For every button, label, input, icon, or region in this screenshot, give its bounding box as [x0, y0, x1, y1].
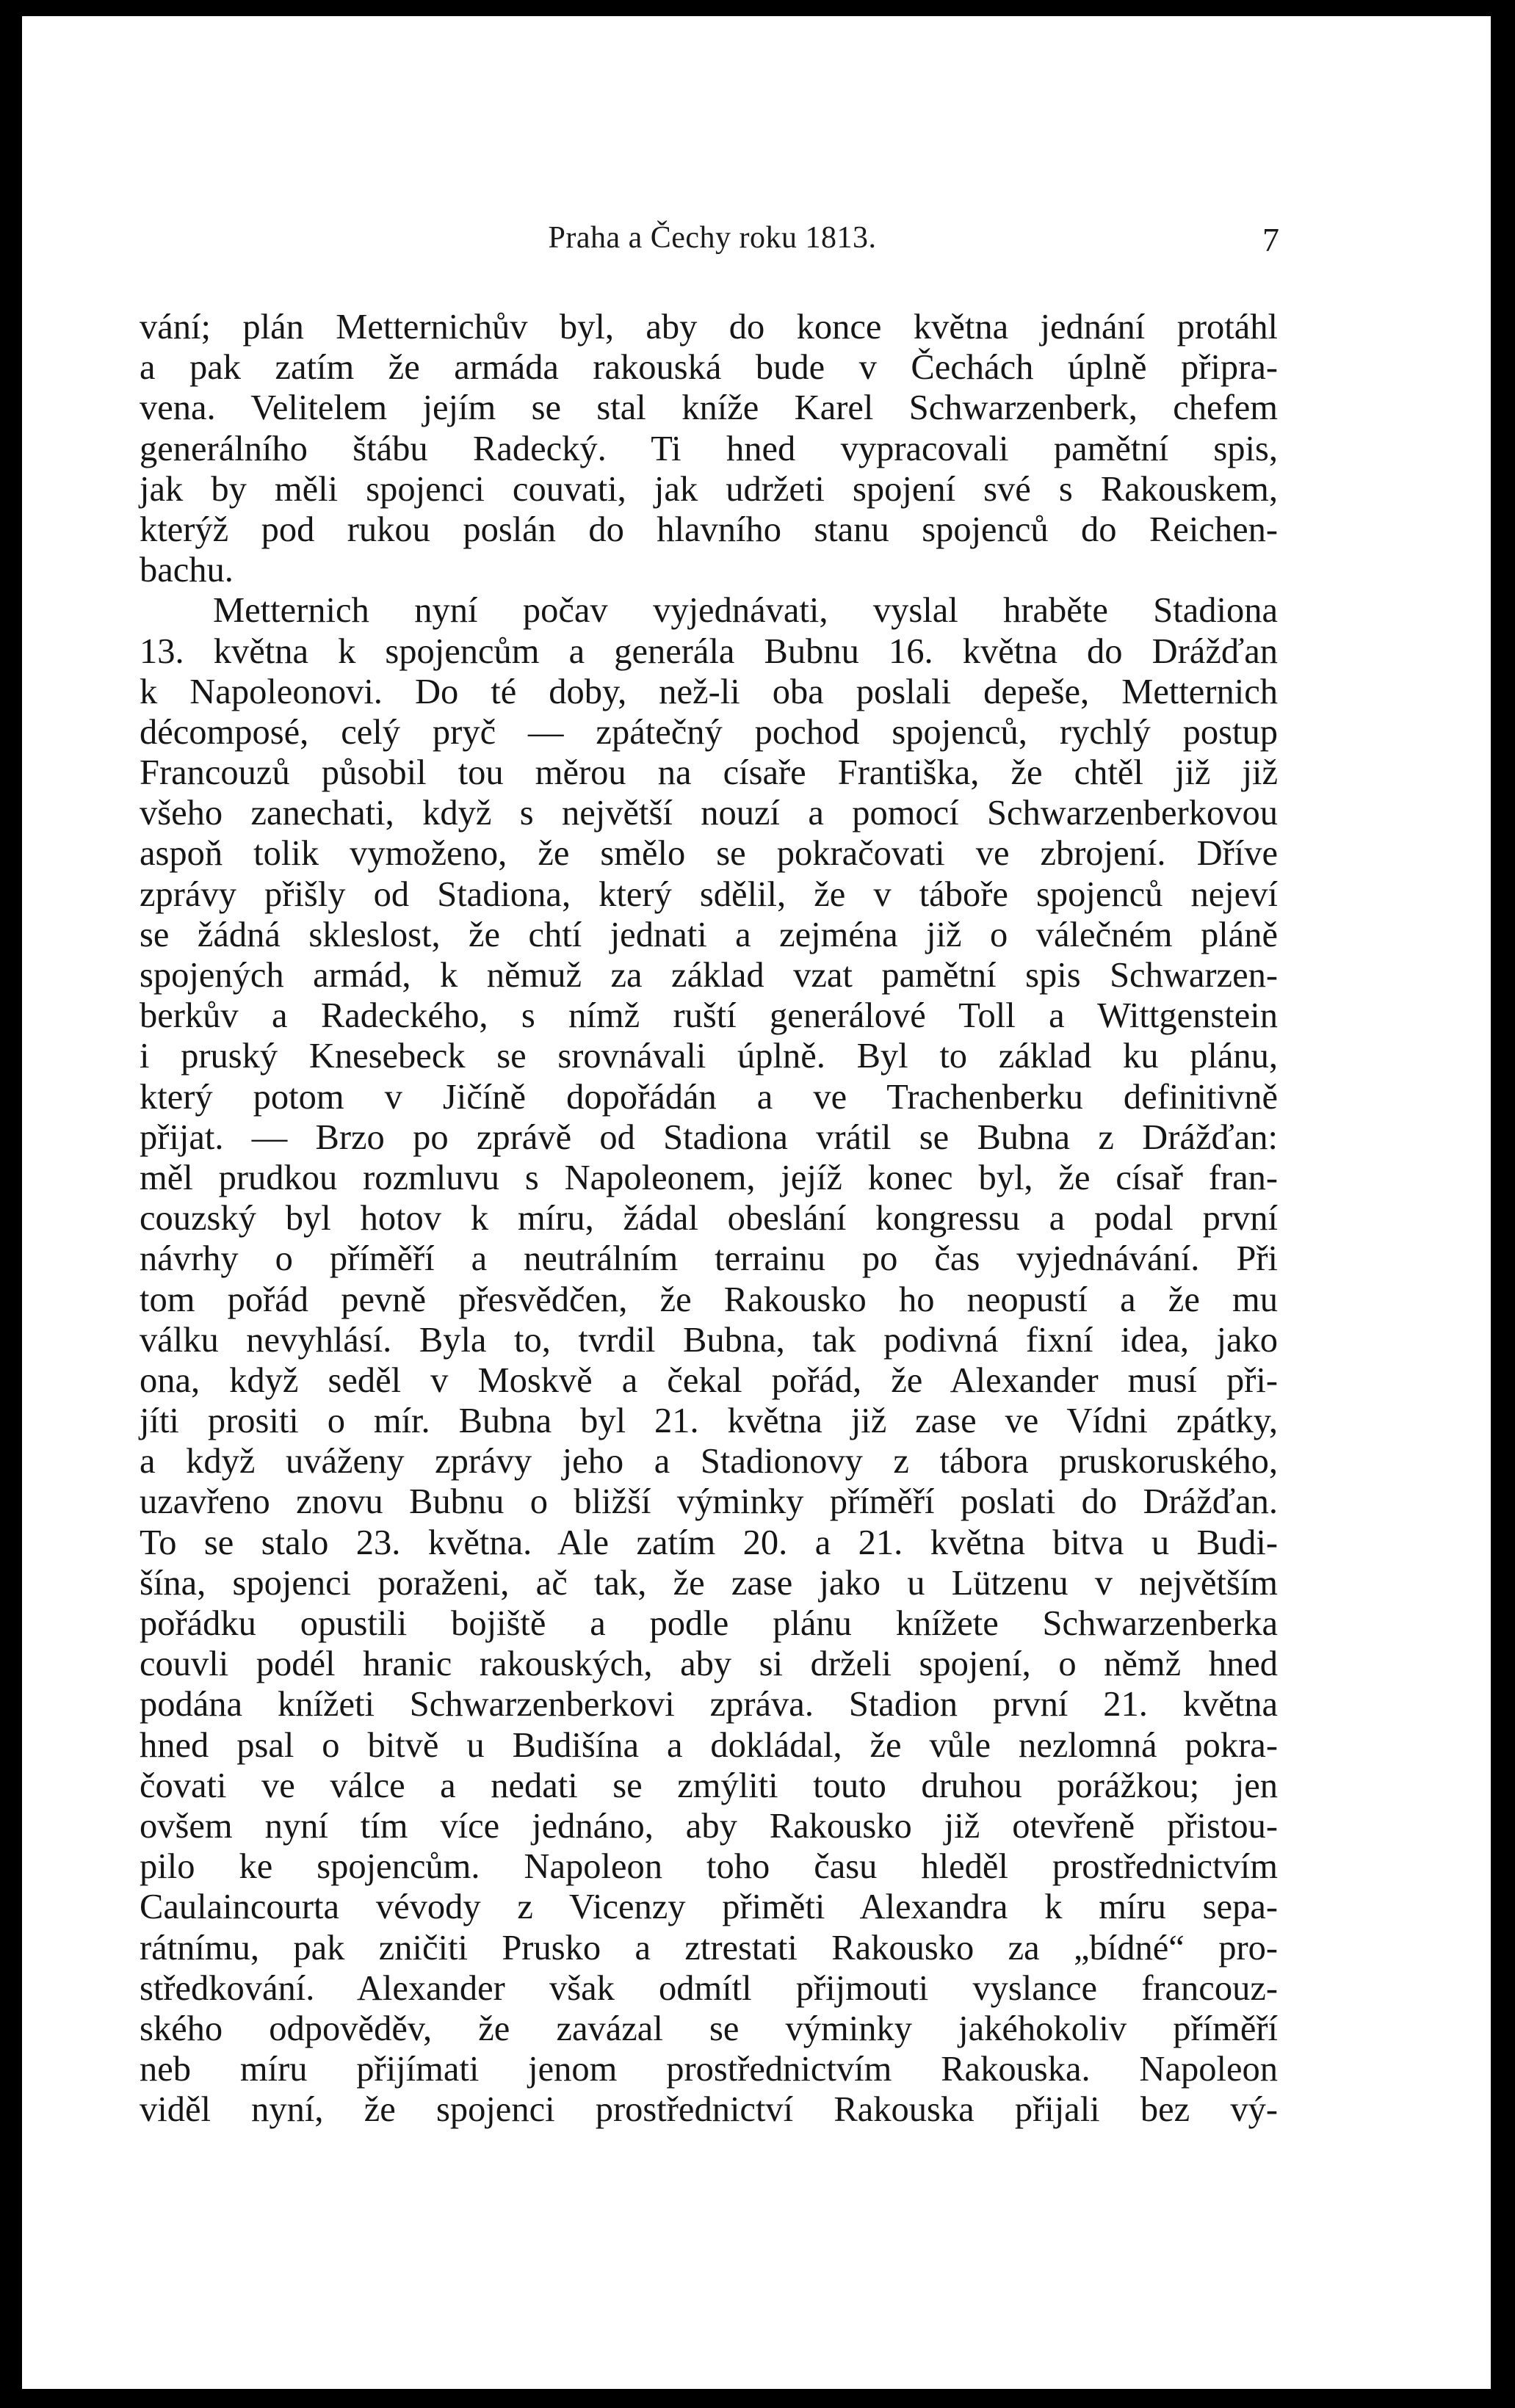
text-line: aspoň tolik vymoženo, že smělo se pokračovati ve zbrojení. Dříve [140, 834, 1278, 874]
text-line: vena. Velitelem jejím se stal kníže Karel Schwarzenberk, chefem [140, 388, 1278, 428]
text-line: ovšem nyní tím více jednáno, aby Rakousko již otevřeně přistou- [140, 1806, 1278, 1846]
text-line: berkův a Radeckého, s nímž ruští generálové Toll a Wittgenstein [140, 996, 1278, 1036]
text-line: rátnímu, pak zničiti Prusko a ztrestati Rakousko za „bídné“ pro- [140, 1928, 1278, 1968]
text-line: válku nevyhlásí. Byla to, tvrdil Bubna, tak podivná fixní idea, jako [140, 1320, 1278, 1360]
text-line: hned psal o bitvě u Budišína a dokládal, že vůle nezlomná pokra- [140, 1725, 1278, 1765]
text-line: se žádná skleslost, že chtí jednati a zejména již o válečném pláně [140, 915, 1278, 954]
text-line: viděl nyní, že spojenci prostřednictví Rakouska přijali bez vý- [140, 2090, 1278, 2130]
text-line: čovati ve válce a nedati se zmýliti touto druhou porážkou; jen [140, 1766, 1278, 1805]
text-line: ského odpověděv, že zavázal se výminky jakéhokoliv příměří [140, 2009, 1278, 2048]
page-header [145, 220, 1279, 272]
text-line: vání; plán Metternichův byl, aby do konce května jednání protáhl [140, 308, 1278, 347]
text-line: šína, spojenci poraženi, ač tak, že zase jako u Lützenu v největším [140, 1563, 1278, 1603]
text-line: který potom v Jičíně dopořádán a ve Trachenberku definitivně [140, 1077, 1278, 1117]
text-line: ona, když seděl v Moskvě a čekal pořád, že Alexander musí při- [140, 1360, 1278, 1400]
text-line: Metternich nyní počav vyjednávati, vyslal hraběte Stadiona [213, 591, 1278, 631]
text-line: uzavřeno znovu Bubnu o bližší výminky příměří poslati do Drážďan. [140, 1482, 1278, 1522]
book-page [22, 16, 1491, 2389]
text-line: spojených armád, k němuž za základ vzat pamětní spis Schwarzen- [140, 956, 1278, 995]
text-line: i pruský Knesebeck se srovnávali úplně. Byl to základ ku plánu, [140, 1037, 1278, 1076]
text-line: jak by měli spojenci couvati, jak udržeti spojení své s Rakouskem, [140, 469, 1278, 509]
running-title: Praha a Čechy roku 1813. [548, 221, 877, 255]
text-line: generálního štábu Radecký. Ti hned vypracovali pamětní spis, [140, 429, 1278, 468]
text-line: návrhy o příměří a neutrálním terrainu po čas vyjednávání. Při [140, 1239, 1278, 1279]
text-line: a pak zatím že armáda rakouská bude v Čechách úplně připra- [140, 348, 1278, 388]
text-line: pořádku opustili bojiště a podle plánu knížete Schwarzenberka [140, 1604, 1278, 1643]
text-line: Caulaincourta vévody z Vicenzy přiměti Alexandra k míru sepa- [140, 1887, 1278, 1927]
text-line: přijat. — Brzo po zprávě od Stadiona vrátil se Bubna z Drážďan: [140, 1117, 1278, 1157]
text-line: couzský byl hotov k míru, žádal obeslání kongressu a podal první [140, 1199, 1278, 1239]
body-text [140, 307, 1278, 2130]
text-line: zprávy přišly od Stadiona, který sdělil, že v táboře spojenců nejeví [140, 874, 1278, 914]
text-line: bachu. [140, 551, 234, 590]
text-line: couvli podél hranic rakouských, aby si drželi spojení, o němž hned [140, 1644, 1278, 1684]
text-line: To se stalo 23. května. Ale zatím 20. a 21. května bitva u Budi- [140, 1523, 1278, 1562]
text-line: tom pořád pevně přesvědčen, že Rakousko ho neopustí a že mu [140, 1280, 1278, 1319]
text-line: středkování. Alexander však odmítl přijmouti vyslance francouz- [140, 1968, 1278, 2008]
text-line: měl prudkou rozmluvu s Napoleonem, jejíž konec byl, že císař fran- [140, 1158, 1278, 1197]
text-line: všeho zanechati, když s největší nouzí a pomocí Schwarzenberkovou [140, 794, 1278, 833]
text-line: décomposé, celý pryč — zpátečný pochod spojenců, rychlý postup [140, 712, 1278, 752]
text-line: neb míru přijímati jenom prostřednictvím Rakouska. Napoleon [140, 2050, 1278, 2089]
text-line: Francouzů působil tou měrou na císaře Františka, že chtěl již již [140, 753, 1278, 793]
text-line: kterýž pod rukou poslán do hlavního stanu spojenců do Reichen- [140, 509, 1278, 549]
text-line: podána knížeti Schwarzenberkovi zpráva. Stadion první 21. května [140, 1685, 1278, 1725]
page-number: 7 [1262, 221, 1279, 258]
text-line: pilo ke spojencům. Napoleon toho času hleděl prostřednictvím [140, 1847, 1278, 1887]
text-line: a když uváženy zprávy jeho a Stadionovy z tábora pruskoruského, [140, 1442, 1278, 1482]
text-line: k Napoleonovi. Do té doby, než-li oba poslali depeše, Metternich [140, 672, 1278, 711]
text-line: jíti prositi o mír. Bubna byl 21. května již zase ve Vídni zpátky, [140, 1401, 1278, 1441]
text-line: 13. května k spojencům a generála Bubnu 16. května do Drážďan [140, 631, 1278, 671]
